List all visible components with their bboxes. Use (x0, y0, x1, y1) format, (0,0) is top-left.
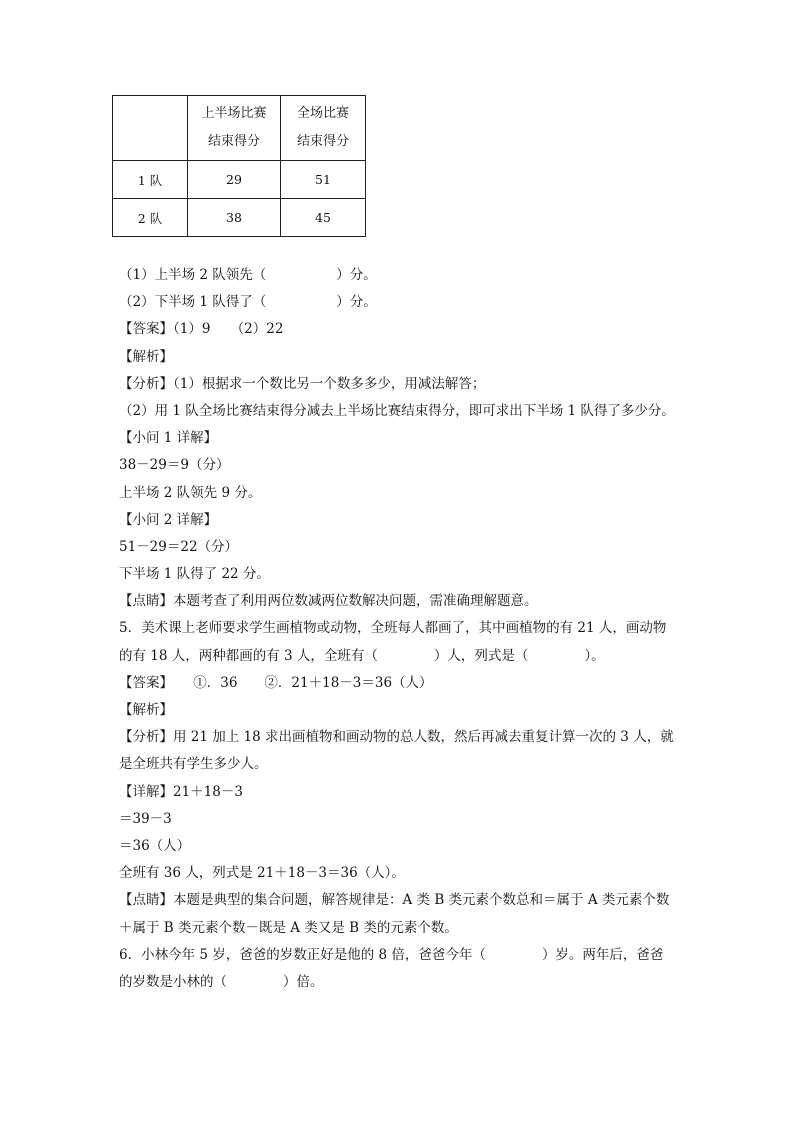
text-line (119, 670, 689, 697)
text-line (119, 697, 689, 724)
header-cell-full (281, 96, 366, 161)
line-text: ＝36（人） (119, 837, 191, 854)
line-text: 6．小林今年 5 岁，爸爸的岁数正好是他的 8 倍，爸爸今年（ (119, 946, 486, 963)
text-line (119, 969, 689, 996)
header-cell-first-half (188, 96, 281, 161)
line-text: 【点睛】本题是典型的集合问题，解答规律是：A 类 B 类元素个数总和＝属于 A 类元素个数 (119, 892, 670, 909)
text-line (119, 480, 689, 507)
header-cell-empty (113, 96, 188, 161)
text-line (119, 942, 689, 969)
line-text: 【分析】（1）根据求一个数比另一个数多多少，用减法解答； (119, 375, 486, 392)
line-text: （2）用 1 队全场比赛结束得分减去上半场比赛结束得分，即可求出下半场 1 队得了多少分。 (119, 402, 675, 419)
header-line: 结束得分 (207, 134, 260, 149)
text-line (119, 561, 689, 588)
line-text: 上半场 2 队领先 9 分。 (119, 484, 262, 501)
team-cell: 1 队 (113, 161, 188, 199)
line-text: 是全班共有学生多少人。 (119, 756, 268, 773)
line-text: 的岁数是小林的（ (119, 973, 227, 990)
document-body (119, 262, 689, 996)
team-cell: 2 队 (113, 199, 188, 237)
text-line (119, 534, 689, 561)
text-line (119, 724, 689, 751)
line-text-after: ）岁。两年后，爸爸 (541, 946, 664, 963)
text-line (119, 643, 689, 670)
text-line (119, 588, 689, 615)
line-text: 【小问 1 详解】 (119, 430, 218, 447)
line-text: 【解析】 (119, 348, 173, 365)
text-line (119, 371, 689, 398)
line-text: 51－29＝22（分） (119, 538, 239, 555)
line-text: 【答案】（1）9 （2）22 (119, 321, 284, 338)
text-line (119, 316, 689, 343)
text-line (119, 507, 689, 534)
line-text: 全班有 36 人，列式是 21＋18－3＝36（人）。 (119, 865, 405, 882)
line-text: 【解析】 (119, 702, 173, 718)
line-text-after: ）分。 (336, 267, 377, 283)
header-line: 全场比赛 (296, 106, 349, 121)
line-text: （2）下半场 1 队得了（ (119, 294, 267, 311)
line-text-after: ）倍。 (283, 973, 324, 990)
text-line (119, 262, 689, 289)
line-text: 38－29＝9（分） (119, 457, 230, 474)
line-text: 的有 18 人，两种都画的有 3 人，全班有（ (119, 647, 378, 664)
text-line (119, 779, 689, 806)
line-text-after: ）分。 (336, 294, 377, 311)
line-text: （1）上半场 2 队领先（ (119, 267, 267, 283)
line-text-after: ）人，列式是（ (433, 647, 529, 664)
line-text: 【小问 2 详解】 (119, 511, 218, 528)
first-half-cell: 29 (188, 161, 281, 199)
header-line: 上半场比赛 (201, 106, 267, 121)
text-line (119, 289, 689, 316)
text-line (119, 452, 689, 479)
score-table (112, 95, 366, 237)
line-text: ＋属于 B 类元素个数－既是 A 类又是 B 类的元素个数。 (119, 919, 458, 936)
line-text: 【答案】 ①．36 ②．21＋18－3＝36（人） (119, 674, 433, 691)
line-text: 5．美术课上老师要求学生画植物或动物，全班每人都画了，其中画植物的有 21 人，画动物 (119, 620, 667, 637)
full-cell: 45 (281, 199, 366, 237)
text-line (119, 833, 689, 860)
first-half-cell: 38 (188, 199, 281, 237)
table-row (113, 199, 366, 237)
table-header-row (113, 96, 366, 161)
text-line (119, 806, 689, 833)
text-line (119, 615, 689, 642)
line-text: 【分析】用 21 加上 18 求出画植物和画动物的总人数，然后再减去重复计算一次的 3 人，就 (119, 729, 674, 746)
table-row (113, 161, 366, 199)
header-line: 结束得分 (296, 134, 349, 149)
line-text: 下半场 1 队得了 22 分。 (119, 566, 270, 583)
line-text: 【详解】21＋18－3 (119, 783, 243, 800)
text-line (119, 425, 689, 452)
text-line (119, 887, 689, 914)
line-text: 【点睛】本题考查了利用两位数减两位数解决问题，需准确理解题意。 (119, 593, 538, 610)
text-line (119, 344, 689, 371)
text-line (119, 398, 689, 425)
line-text: ＝39－3 (119, 810, 172, 827)
line-text-after: ）。 (584, 647, 605, 664)
text-line (119, 915, 689, 942)
full-cell: 51 (281, 161, 366, 199)
text-line (119, 751, 689, 778)
text-line (119, 860, 689, 887)
